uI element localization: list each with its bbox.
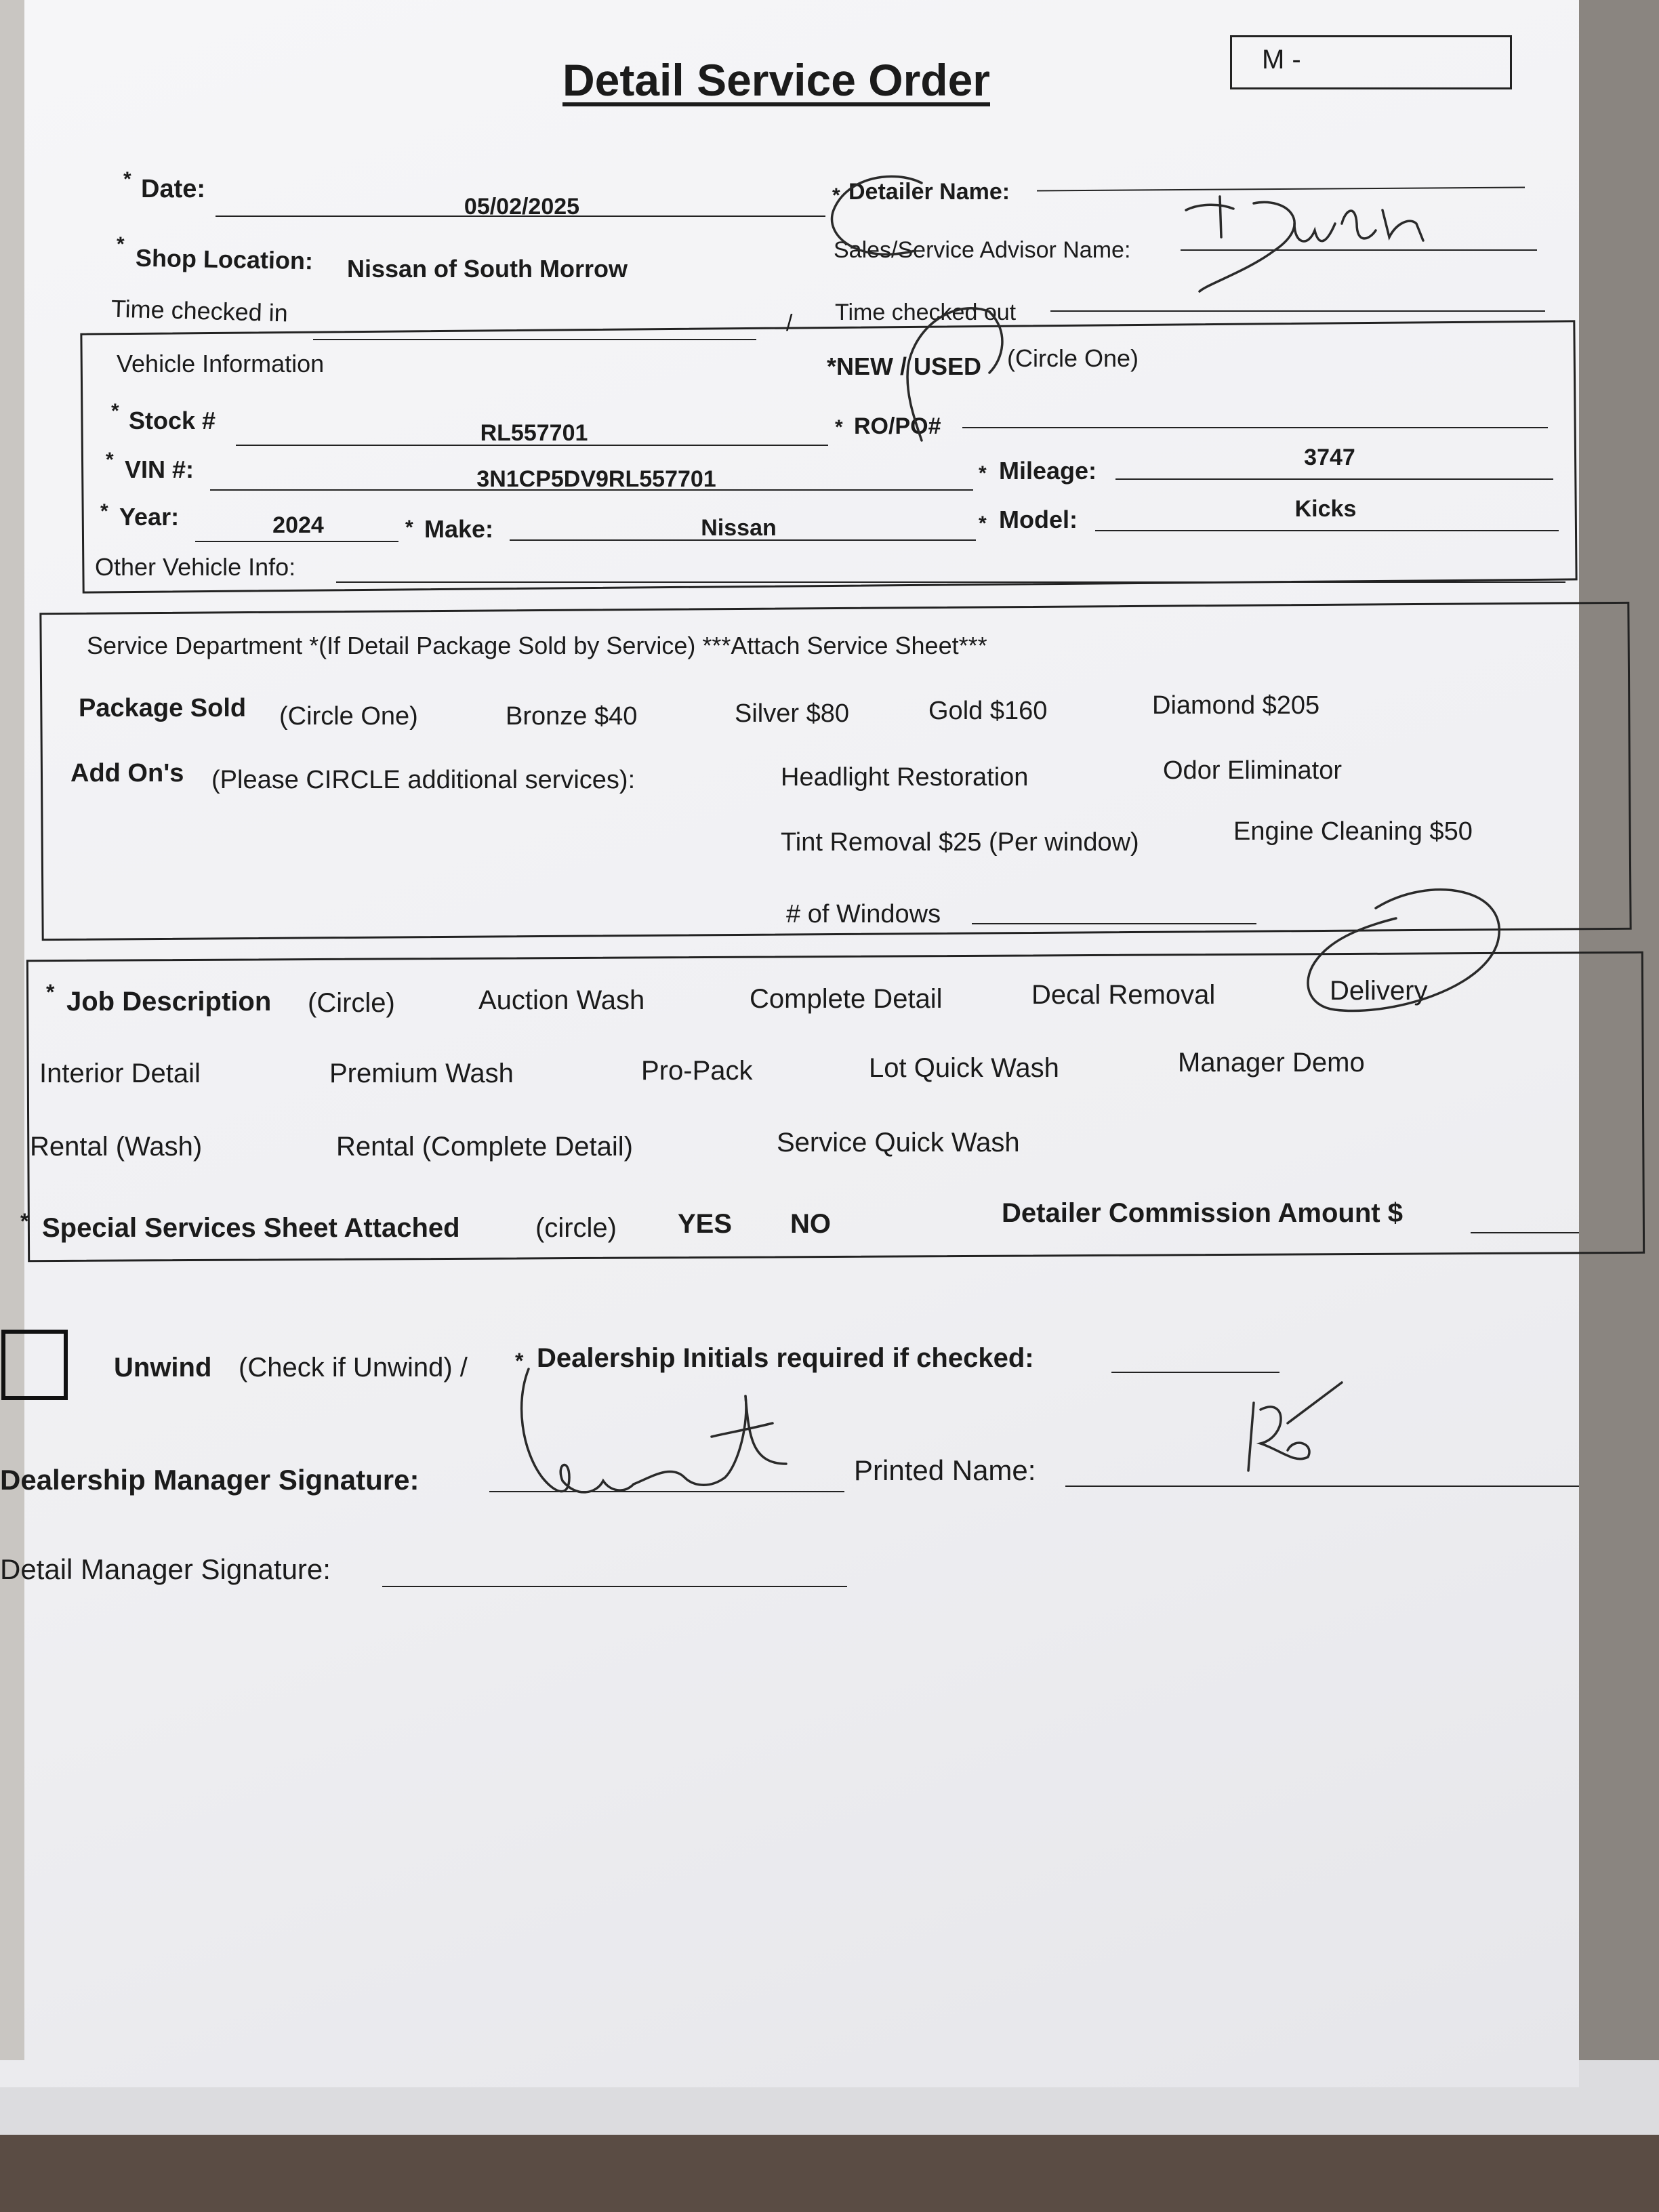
package-bronze[interactable]: Bronze $40 xyxy=(506,702,638,731)
windows-line[interactable] xyxy=(972,923,1256,924)
circle-mark-detailer xyxy=(820,163,983,285)
dealer-manager-signature xyxy=(515,1362,800,1511)
addon-engine[interactable]: Engine Cleaning $50 xyxy=(1233,817,1473,846)
form-title: Detail Service Order xyxy=(562,55,990,105)
make-value[interactable]: Nissan xyxy=(701,515,777,541)
printed-name-initials xyxy=(1240,1382,1349,1484)
detailer-name-label: Detailer Name: xyxy=(848,179,1010,205)
initials-line[interactable] xyxy=(1111,1372,1279,1373)
model-line xyxy=(1095,530,1559,531)
time-out-line[interactable] xyxy=(1050,310,1545,312)
unwind-label: Unwind xyxy=(114,1353,212,1382)
commission-line[interactable] xyxy=(1471,1232,1579,1233)
package-diamond[interactable]: Diamond $205 xyxy=(1152,691,1320,720)
vin-value[interactable]: 3N1CP5DV9RL557701 xyxy=(476,466,716,492)
job-lot-quick-wash[interactable]: Lot Quick Wash xyxy=(869,1053,1059,1083)
time-slash: / xyxy=(786,310,793,336)
addon-headlight[interactable]: Headlight Restoration xyxy=(781,763,1029,792)
new-used-label[interactable]: *NEW / USED xyxy=(827,352,982,380)
advisor-label: Sales/Service Advisor Name: xyxy=(834,237,1131,263)
package-gold[interactable]: Gold $160 xyxy=(928,697,1048,725)
detail-manager-signature-label: Detail Manager Signature: xyxy=(0,1553,331,1585)
shop-location-value[interactable]: Nissan of South Morrow xyxy=(347,255,628,283)
job-interior-detail[interactable]: Interior Detail xyxy=(39,1059,201,1088)
other-info-line[interactable] xyxy=(336,581,1565,583)
special-asterisk: * xyxy=(20,1209,29,1233)
circle-mark-used xyxy=(888,298,1023,454)
year-label: Year: xyxy=(119,503,180,531)
job-rental-complete[interactable]: Rental (Complete Detail) xyxy=(336,1132,633,1162)
year-asterisk: * xyxy=(100,500,108,523)
job-manager-demo[interactable]: Manager Demo xyxy=(1178,1048,1365,1078)
unwind-hint: (Check if Unwind) / xyxy=(239,1353,468,1382)
date-asterisk: * xyxy=(123,168,131,190)
unwind-checkbox[interactable] xyxy=(1,1330,68,1400)
circle-mark-delivery xyxy=(1294,881,1511,1037)
job-hint: (Circle) xyxy=(308,988,395,1018)
addon-tint[interactable]: Tint Removal $25 (Per window) xyxy=(781,828,1139,857)
job-complete-detail[interactable]: Complete Detail xyxy=(750,984,943,1014)
package-hint: (Circle One) xyxy=(279,702,418,731)
ro-po-line[interactable] xyxy=(962,427,1548,428)
service-section-label: Service Department *(If Detail Package Sold by Service) ***Attach Service Sheet*** xyxy=(87,632,987,659)
job-delivery[interactable]: Delivery xyxy=(1330,976,1428,1006)
time-in-label: Time checked in xyxy=(110,294,289,327)
mileage-asterisk: * xyxy=(979,462,987,485)
job-auction-wash[interactable]: Auction Wash xyxy=(478,985,645,1015)
addons-hint: (Please CIRCLE additional services): xyxy=(211,766,636,794)
stock-asterisk: * xyxy=(111,400,119,422)
initials-asterisk: * xyxy=(515,1349,524,1373)
make-label: Make: xyxy=(424,515,494,543)
stock-label: Stock # xyxy=(129,407,216,434)
commission-label: Detailer Commission Amount $ xyxy=(1002,1198,1403,1228)
job-decal-removal[interactable]: Decal Removal xyxy=(1031,980,1216,1010)
year-line xyxy=(195,541,398,542)
job-pro-pack[interactable]: Pro-Pack xyxy=(641,1056,753,1086)
vin-asterisk: * xyxy=(106,449,114,471)
ro-asterisk: * xyxy=(835,416,843,438)
job-asterisk: * xyxy=(46,980,55,1004)
special-yes[interactable]: YES xyxy=(678,1209,733,1239)
package-silver[interactable]: Silver $80 xyxy=(735,699,849,728)
date-label: Date: xyxy=(141,175,206,203)
detail-manager-signature-line[interactable] xyxy=(382,1586,847,1587)
detailer-asterisk: * xyxy=(832,184,840,207)
stock-value[interactable]: RL557701 xyxy=(480,420,588,446)
addon-odor[interactable]: Odor Eliminator xyxy=(1163,756,1342,785)
printed-name-label: Printed Name: xyxy=(854,1454,1036,1486)
make-asterisk: * xyxy=(405,516,413,539)
floor-background xyxy=(0,2135,1659,2212)
package-label: Package Sold xyxy=(79,694,247,722)
model-label: Model: xyxy=(999,506,1078,533)
vehicle-section-label: Vehicle Information xyxy=(117,350,325,377)
initials-label: Dealership Initials required if checked: xyxy=(537,1343,1034,1373)
m-number-label: M - xyxy=(1262,45,1301,75)
shop-location-label: Shop Location: xyxy=(135,243,314,275)
special-services-hint: (circle) xyxy=(535,1213,617,1243)
special-services-label: Special Services Sheet Attached xyxy=(42,1213,460,1243)
job-label: Job Description xyxy=(66,987,272,1017)
date-value[interactable]: 05/02/2025 xyxy=(464,194,580,220)
model-asterisk: * xyxy=(979,512,987,535)
time-out-label: Time checked out xyxy=(835,300,1017,325)
job-rental-wash[interactable]: Rental (Wash) xyxy=(30,1132,203,1162)
year-value[interactable]: 2024 xyxy=(272,512,324,538)
mileage-value[interactable]: 3747 xyxy=(1304,445,1355,470)
dealer-signature-label: Dealership Manager Signature: xyxy=(0,1464,419,1496)
vin-label: VIN #: xyxy=(125,455,194,483)
advisor-name-handwriting xyxy=(1179,183,1450,305)
printed-name-line[interactable] xyxy=(1065,1486,1579,1487)
addons-label: Add On's xyxy=(70,759,184,787)
mileage-label: Mileage: xyxy=(999,457,1097,485)
ro-po-label: RO/PO# xyxy=(854,413,941,439)
special-no[interactable]: NO xyxy=(790,1209,831,1239)
other-info-label: Other Vehicle Info: xyxy=(95,553,296,581)
windows-label: # of Windows xyxy=(786,900,941,928)
mileage-line xyxy=(1115,478,1553,480)
model-value[interactable]: Kicks xyxy=(1294,496,1357,522)
sheet-left-shadow xyxy=(0,0,24,2060)
job-premium-wash[interactable]: Premium Wash xyxy=(329,1059,514,1088)
job-service-quick-wash[interactable]: Service Quick Wash xyxy=(777,1128,1020,1158)
new-used-hint: (Circle One) xyxy=(1007,344,1139,372)
shop-asterisk: * xyxy=(117,233,125,255)
